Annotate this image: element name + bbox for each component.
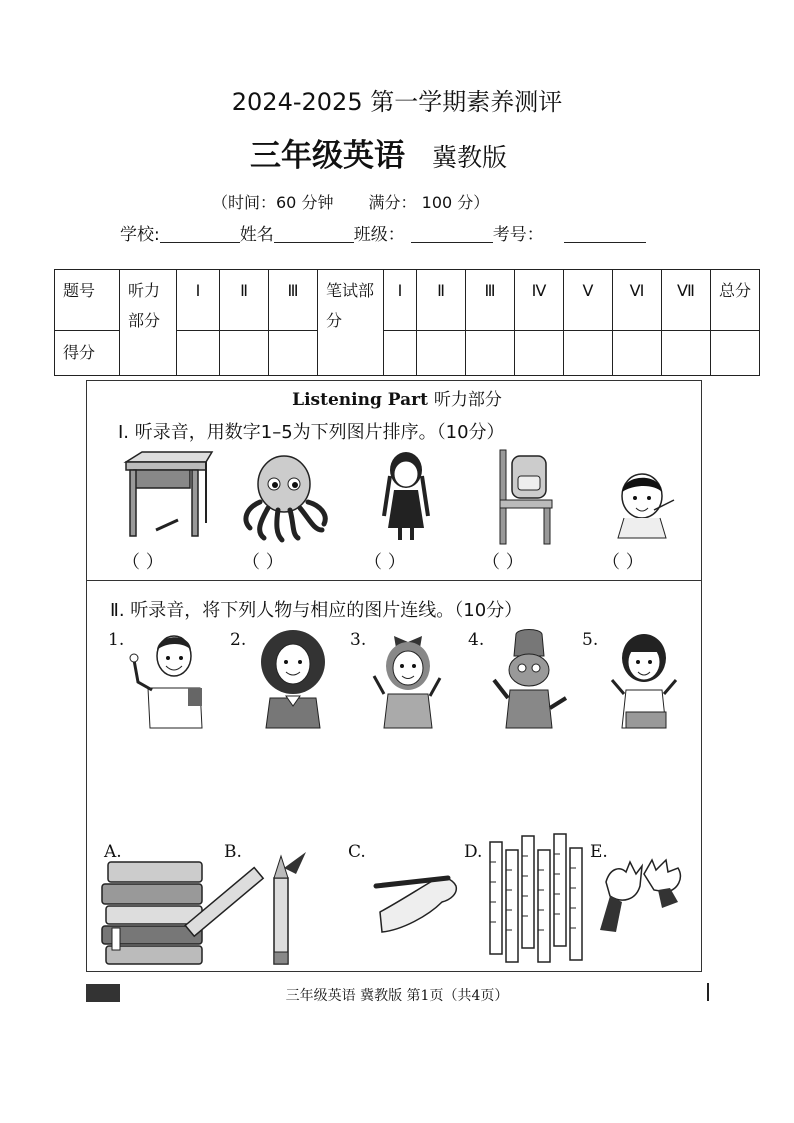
- listening-part-cn: 听力部分: [433, 390, 502, 410]
- hand-writing-icon: [372, 860, 462, 934]
- score-table: [54, 269, 760, 376]
- girl-icon: [374, 446, 438, 542]
- octopus-icon: [236, 450, 332, 542]
- exam-term-title: 2024-2025 第一学期素养测评: [231, 88, 563, 116]
- writing-col-6: Ⅵ: [613, 270, 662, 331]
- chair-backpack-icon: [492, 446, 558, 546]
- score-cell[interactable]: [269, 331, 318, 376]
- score-cell[interactable]: [177, 331, 220, 376]
- item-letter: A.: [104, 842, 122, 862]
- person-number: 2.: [230, 630, 247, 650]
- writing-col-4: Ⅳ: [515, 270, 564, 331]
- listening-part-title: [0, 385, 794, 410]
- total-header: 总分: [711, 270, 760, 331]
- margin-mark: [707, 983, 709, 1001]
- full-marks-label: 满分： 100 分）: [368, 193, 490, 212]
- listening-part-header: 听力部分: [120, 270, 177, 376]
- item-letter: E.: [590, 842, 608, 862]
- item-letter: C.: [348, 842, 366, 862]
- answer-blank[interactable]: （ ）: [364, 552, 406, 573]
- books-icon: [98, 858, 208, 966]
- listening-col-3: Ⅲ: [269, 270, 318, 331]
- number-field[interactable]: [564, 226, 646, 243]
- page-footer: 三年级英语 冀教版 第1页（共4页）: [285, 988, 509, 1004]
- class-field[interactable]: [411, 226, 493, 243]
- subject-title: 三年级英语: [250, 138, 405, 174]
- answer-blank[interactable]: （ ）: [602, 552, 644, 573]
- person-number: 1.: [108, 630, 125, 650]
- robot-icon: [492, 628, 568, 730]
- boy-icon: [614, 470, 676, 540]
- desk-icon: [120, 448, 215, 540]
- score-cell[interactable]: [564, 331, 613, 376]
- school-label: 学校:: [120, 225, 160, 245]
- writing-part-header: 笔试部分: [318, 270, 384, 376]
- score-cell[interactable]: [220, 331, 269, 376]
- hands-icon: [596, 856, 688, 936]
- answer-blank[interactable]: （ ）: [122, 552, 164, 573]
- item-letter: B.: [224, 842, 242, 862]
- rulers-icon: [486, 832, 586, 966]
- writing-col-5: Ⅴ: [564, 270, 613, 331]
- row-label-score: 得分: [55, 331, 120, 376]
- listening-col-2: Ⅱ: [220, 270, 269, 331]
- time-label: （时间：60 分钟: [212, 193, 334, 212]
- student-fields: [120, 220, 646, 245]
- score-cell[interactable]: [466, 331, 515, 376]
- bow-girl-icon: [370, 628, 444, 730]
- item-letter: D.: [464, 842, 483, 862]
- q2-instruction: Ⅱ. 听录音，将下列人物与相应的图片连线。（10分）: [110, 600, 523, 621]
- answer-blank[interactable]: （ ）: [482, 552, 524, 573]
- writing-col-7: Ⅶ: [662, 270, 711, 331]
- listening-part-en: Listening Part: [292, 390, 428, 410]
- row-label-question: 题号: [55, 270, 120, 331]
- writing-col-1: Ⅰ: [384, 270, 417, 331]
- uniform-girl-icon: [608, 628, 680, 730]
- answer-blank[interactable]: （ ）: [242, 552, 284, 573]
- name-field[interactable]: [274, 226, 354, 243]
- school-field[interactable]: [160, 226, 240, 243]
- edition-label: 冀教版: [432, 143, 508, 172]
- score-cell[interactable]: [515, 331, 564, 376]
- number-label: 考号：: [492, 225, 544, 245]
- writing-col-2: Ⅱ: [417, 270, 466, 331]
- score-cell[interactable]: [662, 331, 711, 376]
- person-number: 4.: [468, 630, 485, 650]
- class-label: 班级：: [353, 225, 405, 245]
- score-cell[interactable]: [417, 331, 466, 376]
- section-divider: [86, 580, 702, 581]
- q1-instruction: Ⅰ. 听录音，用数字1–5为下列图片排序。（10分）: [118, 422, 505, 443]
- exam-info: [212, 190, 495, 213]
- score-cell[interactable]: [613, 331, 662, 376]
- person-number: 5.: [582, 630, 599, 650]
- score-cell[interactable]: [711, 331, 760, 376]
- writing-col-3: Ⅲ: [466, 270, 515, 331]
- pencils-icon: [218, 848, 314, 966]
- name-label: 姓名: [239, 225, 274, 245]
- boy-pointing-icon: [128, 628, 206, 730]
- curly-girl-icon: [258, 628, 328, 730]
- listening-col-1: Ⅰ: [177, 270, 220, 331]
- score-cell[interactable]: [384, 331, 417, 376]
- person-number: 3.: [350, 630, 367, 650]
